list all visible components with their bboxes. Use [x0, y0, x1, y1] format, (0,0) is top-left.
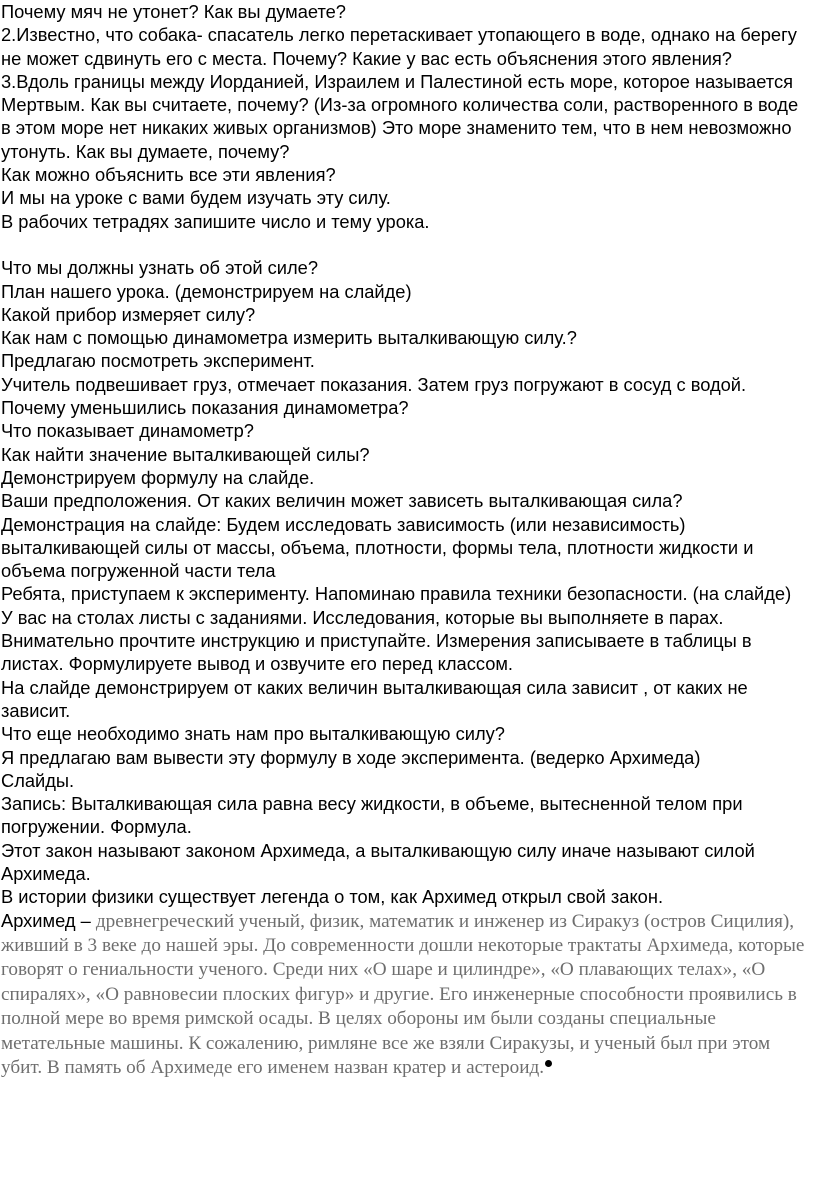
text-line: Слайды.	[1, 769, 75, 791]
text-line: Этот закон называют законом Архимеда, а выталкивающую силу иначе называют силой Архимеда.	[1, 839, 755, 884]
text-line: Ребята, приступаем к эксперименту. Напоминаю правила техники безопасности. (на слайде)	[1, 583, 792, 605]
text-line: Что еще необходимо знать нам про выталкивающую силу?	[1, 723, 505, 745]
blank-line	[1, 233, 808, 256]
text-line: В истории физики существует легенда о том, как Архимед открыл свой закон.	[1, 886, 664, 908]
text-line: И мы на уроке с вами будем изучать эту силу.	[1, 187, 391, 209]
text-line: Что мы должны узнать об этой силе?	[1, 257, 319, 279]
archimedes-description: древнегреческий ученый, физик, математик и инженер из Сиракуз (остров Сицилия), живший в 3 веке до нашей эры. До современности дошли некоторые трактаты Архимеда, которые говорят о гениальности ученого. Среди них «О шаре и цилиндре», «О плавающих телах», «О спиралях», «О равновесии плоских фигур» и другие. Его инженерные способности проявились в полной мере во время римской осады. В целях обороны им были созданы специальные метательные машины. К сожалению, римляне все же взяли Сиракузы, и ученый был при этом убит. В память об Архимеде его именем назван кратер и астероид.	[1, 910, 805, 1079]
text-line: Почему уменьшились показания динамометра?	[1, 397, 409, 419]
text-line: Почему мяч не утонет? Как вы думаете?	[1, 1, 346, 22]
text-line: В рабочих тетрадях запишите число и тему урока.	[1, 210, 430, 232]
text-line: Ваши предположения. От каких величин может зависеть выталкивающая сила?	[1, 490, 683, 512]
text-line: 2.Известно, что собака- спасатель легко перетаскивает утопающего в воде, однако на берегу не может сдвинуть его с места. Почему? Какие у вас есть объяснения этого явления?	[1, 24, 797, 69]
archimedes-term: Архимед	[1, 909, 76, 931]
text-line: У вас на столах листы с заданиями. Исследования, которые вы выполняете в парах. Внимательно прочтите инструкцию и приступайте. Измерения записываете в таблицы в листах. Формулируете вывод и озвучите его перед классом.	[1, 606, 752, 675]
text-line: Демонстрация на слайде: Будем исследовать зависимость (или независимость) выталкивающей силы от массы, объема, плотности, формы тела, плотности жидкости и объема погруженной части тела	[1, 513, 754, 582]
text-line: Демонстрируем формулу на слайде.	[1, 466, 315, 488]
text-line: План нашего урока. (демонстрируем на слайде)	[1, 280, 412, 302]
text-line: Запись: Выталкивающая сила равна весу жидкости, в объеме, вытесненной телом при погружении. Формула.	[1, 793, 743, 838]
text-line: Учитель подвешивает груз, отмечает показания. Затем груз погружают в сосуд с водой.	[1, 373, 747, 395]
archimedes-dash: –	[75, 909, 96, 931]
text-line: Как можно объяснить все эти явления?	[1, 164, 336, 186]
text-line: Как нам с помощью динамометра измерить выталкивающую силу.?	[1, 327, 577, 349]
text-line: На слайде демонстрируем от каких величин выталкивающая сила зависит , от каких не зависит.	[1, 676, 748, 721]
text-line: Предлагаю посмотреть эксперимент.	[1, 350, 315, 372]
bullet-dot-icon	[545, 1060, 552, 1067]
text-line: Что показывает динамометр?	[1, 420, 254, 442]
archimedes-paragraph	[1, 909, 808, 1080]
text-line: Какой прибор измеряет силу?	[1, 303, 256, 325]
text-line: Я предлагаю вам вывести эту формулу в ходе эксперимента. (ведерко Архимеда)	[1, 746, 701, 768]
text-line: Как найти значение выталкивающей силы?	[1, 443, 370, 465]
text-line: 3.Вдоль границы между Иорданией, Израилем и Палестиной есть море, которое называется Мертвым. Как вы считаете, почему? (Из-за огромного количества соли, растворенного в воде в этом море нет никаких живых организмов) Это море знаменито тем, что в нем невозможно утонуть. Как вы думаете, почему?	[1, 70, 799, 162]
